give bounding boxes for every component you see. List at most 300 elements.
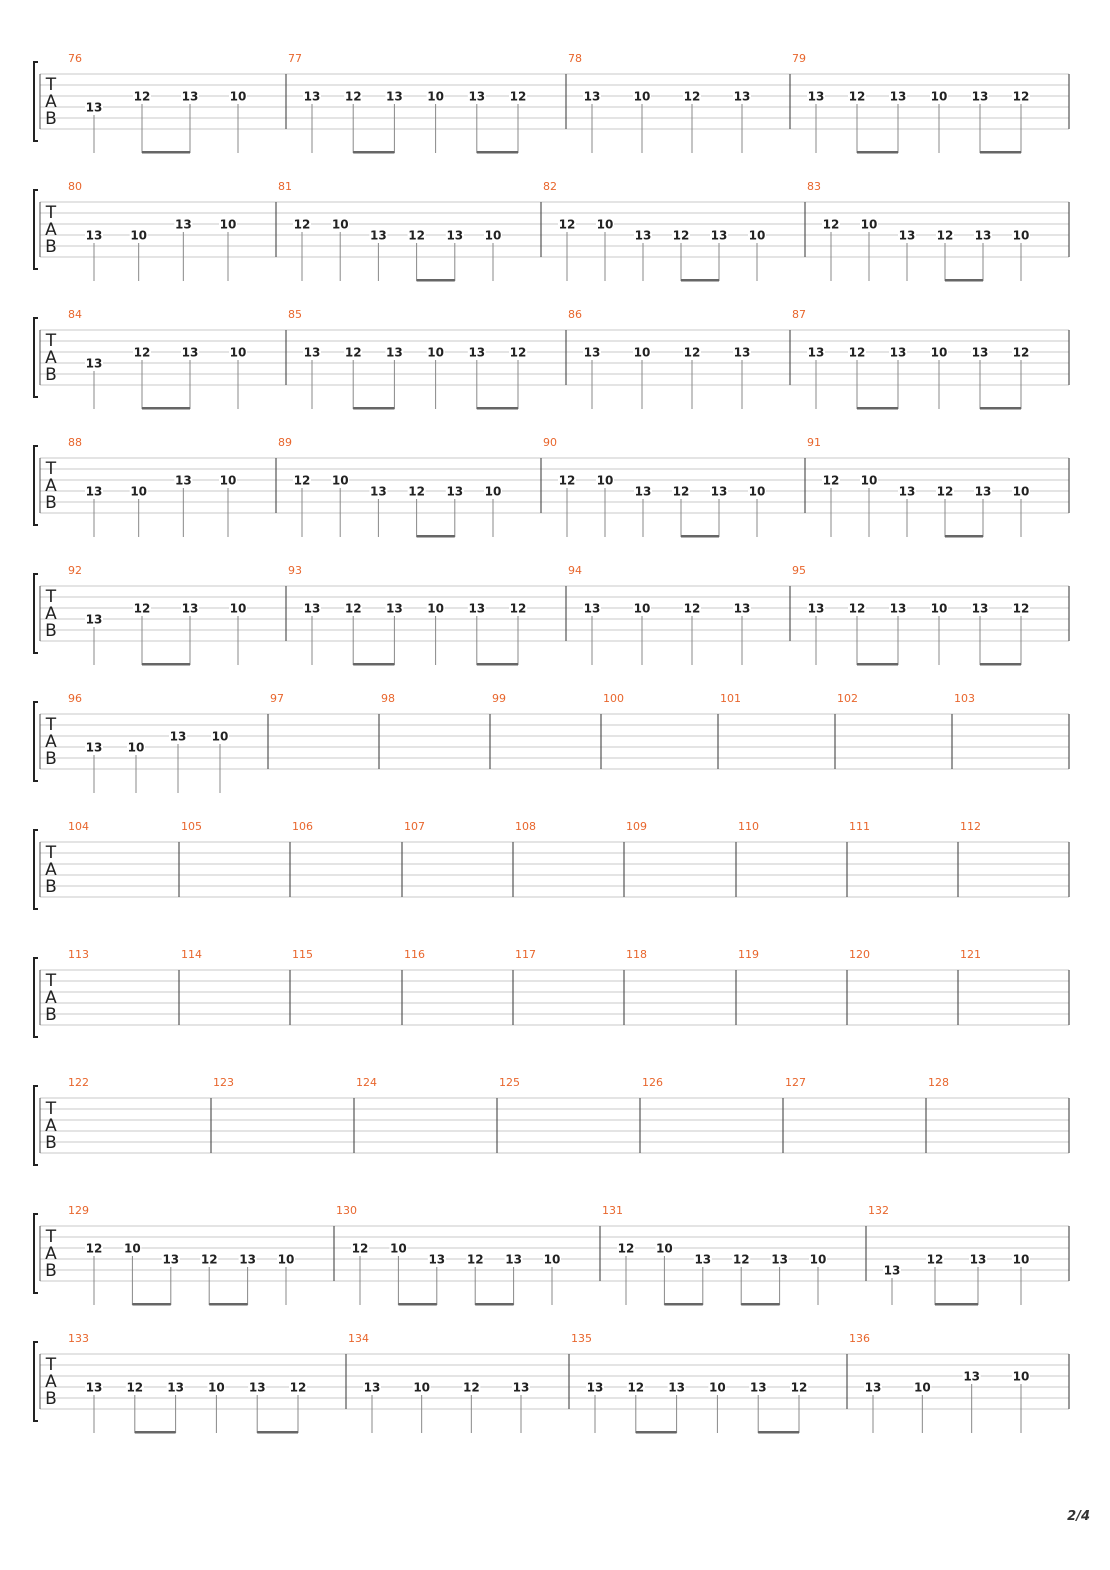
measure (181, 820, 202, 833)
measure (515, 820, 536, 833)
tab-clef-letter: T (45, 1099, 57, 1119)
measure (738, 948, 759, 961)
beam (741, 1303, 779, 1306)
measure (68, 52, 247, 154)
fret-number: 10 (930, 601, 948, 616)
system-bracket (34, 1342, 38, 1421)
measure (404, 948, 425, 961)
fret-number: 12 (293, 217, 311, 232)
fret-number: 13 (181, 345, 199, 360)
fret-number: 12 (462, 1380, 480, 1395)
measure (68, 180, 237, 281)
bar-number: 105 (181, 820, 202, 833)
fret-number: 10 (229, 89, 247, 104)
fret-number: 13 (303, 89, 321, 104)
fret-number: 10 (633, 89, 651, 104)
fret-number: 10 (1012, 484, 1030, 499)
measure (270, 692, 284, 705)
fret-number: 12 (627, 1380, 645, 1395)
measure (868, 1204, 1030, 1306)
fret-number: 12 (466, 1252, 484, 1267)
fret-number: 13 (771, 1252, 788, 1267)
measure (68, 1076, 89, 1089)
measure (849, 1332, 1030, 1433)
fret-number: 13 (370, 484, 387, 499)
system-bracket (34, 830, 38, 909)
fret-number: 12 (85, 1241, 103, 1256)
measure (543, 436, 766, 538)
fret-number: 10 (543, 1252, 561, 1267)
measure (499, 1076, 520, 1089)
fret-number: 13 (971, 345, 989, 360)
bar-number: 84 (68, 308, 82, 321)
fret-number: 12 (200, 1252, 218, 1267)
measure (568, 308, 751, 409)
measure (278, 180, 502, 282)
bar-number: 114 (181, 948, 202, 961)
system-bracket (34, 318, 38, 397)
beam (257, 1431, 298, 1434)
fret-number: 10 (930, 89, 948, 104)
tab-clef-letter: A (45, 860, 57, 880)
fret-number: 13 (971, 601, 989, 616)
beam (758, 1431, 799, 1434)
tab-system (34, 436, 1069, 538)
fret-number: 13 (898, 228, 916, 243)
fret-number: 12 (408, 228, 425, 243)
measure (68, 948, 89, 961)
measure (68, 1204, 295, 1306)
fret-number: 10 (229, 601, 247, 616)
beam (664, 1303, 702, 1306)
bar-number: 118 (626, 948, 647, 961)
page-number: 2/4 (1067, 1509, 1090, 1524)
fret-number: 13 (85, 1380, 103, 1395)
fret-number: 12 (926, 1252, 944, 1267)
tab-clef-letter: A (45, 604, 57, 624)
bar-number: 80 (68, 180, 82, 193)
measure (603, 692, 624, 705)
fret-number: 13 (668, 1380, 685, 1395)
fret-number: 10 (427, 601, 444, 616)
tab-system (34, 52, 1069, 154)
bar-number: 116 (404, 948, 425, 961)
beam (477, 151, 518, 154)
fret-number: 13 (710, 484, 728, 499)
system-bracket (34, 1086, 38, 1165)
fret-number: 10 (219, 217, 237, 232)
fret-number: 10 (1012, 1369, 1030, 1384)
fret-number: 13 (468, 345, 486, 360)
fret-number: 10 (427, 89, 444, 104)
fret-number: 13 (162, 1252, 180, 1267)
fret-number: 13 (85, 484, 103, 499)
fret-number: 13 (864, 1380, 882, 1395)
fret-number: 12 (293, 473, 311, 488)
fret-number: 12 (408, 484, 425, 499)
fret-number: 12 (558, 473, 576, 488)
fret-number: 10 (913, 1380, 931, 1395)
fret-number: 13 (85, 612, 103, 627)
fret-number: 10 (277, 1252, 295, 1267)
fret-number: 12 (732, 1252, 750, 1267)
tab-clef-letter: B (45, 1133, 57, 1153)
fret-number: 10 (427, 345, 444, 360)
fret-number: 10 (709, 1380, 726, 1395)
bar-number: 81 (278, 180, 292, 193)
fret-number: 13 (512, 1380, 530, 1395)
fret-number: 13 (239, 1252, 256, 1267)
fret-number: 12 (936, 484, 954, 499)
tab-clef-letter: T (45, 331, 57, 351)
fret-number: 10 (130, 484, 148, 499)
fret-number: 12 (822, 217, 840, 232)
system-bracket (34, 958, 38, 1037)
tab-clef-letter: A (45, 348, 57, 368)
beam (135, 1431, 176, 1434)
bar-number: 100 (603, 692, 624, 705)
beam (477, 663, 518, 666)
fret-number: 13 (446, 228, 464, 243)
fret-number: 13 (468, 601, 486, 616)
bar-number: 98 (381, 692, 395, 705)
tab-clef-letter: B (45, 877, 57, 897)
tab-clef-letter: T (45, 1227, 57, 1247)
bar-number: 122 (68, 1076, 89, 1089)
bar-number: 92 (68, 564, 82, 577)
beam (353, 663, 394, 666)
tab-clef-letter: A (45, 476, 57, 496)
tab-system (34, 820, 1069, 909)
fret-number: 12 (344, 601, 362, 616)
tab-clef-letter: A (45, 220, 57, 240)
fret-number: 13 (386, 345, 403, 360)
bar-number: 115 (292, 948, 313, 961)
measure (68, 820, 89, 833)
measure (288, 564, 527, 666)
measure (571, 1332, 808, 1434)
fret-number: 12 (848, 601, 866, 616)
beam (945, 535, 983, 538)
tab-clef-letter: T (45, 459, 57, 479)
beam (681, 279, 719, 282)
fret-number: 13 (167, 1380, 184, 1395)
measure (837, 692, 858, 705)
measure (720, 692, 741, 705)
bar-number: 87 (792, 308, 806, 321)
fret-number: 10 (484, 484, 502, 499)
fret-number: 13 (974, 484, 992, 499)
fret-number: 13 (889, 601, 907, 616)
measure (849, 948, 870, 961)
bar-number: 119 (738, 948, 759, 961)
beam (857, 151, 898, 154)
measure (785, 1076, 806, 1089)
fret-number: 13 (169, 729, 187, 744)
bar-number: 131 (602, 1204, 623, 1217)
fret-number: 12 (344, 89, 362, 104)
system-bracket (34, 702, 38, 781)
tab-clef-letter: T (45, 75, 57, 95)
fret-number: 12 (822, 473, 840, 488)
beam (353, 151, 394, 154)
measure (738, 820, 759, 833)
system-bracket (34, 446, 38, 525)
fret-number: 10 (1012, 228, 1030, 243)
fret-number: 12 (289, 1380, 307, 1395)
fret-number: 12 (126, 1380, 144, 1395)
fret-number: 13 (583, 601, 601, 616)
beam (353, 407, 394, 410)
measure (960, 820, 981, 833)
tab-clef-letter: B (45, 1389, 57, 1409)
fret-number: 10 (1012, 1252, 1030, 1267)
tab-clef-letter: B (45, 493, 57, 513)
tab-clef-letter: T (45, 203, 57, 223)
system-bracket (34, 190, 38, 269)
fret-number: 10 (656, 1241, 673, 1256)
tab-system (34, 692, 1069, 793)
fret-number: 10 (809, 1252, 827, 1267)
fret-number: 13 (634, 484, 652, 499)
fret-number: 13 (181, 601, 199, 616)
system-bracket (34, 1214, 38, 1293)
beam (398, 1303, 436, 1306)
bar-number: 77 (288, 52, 302, 65)
bar-number: 123 (213, 1076, 234, 1089)
fret-number: 10 (130, 228, 148, 243)
fret-number: 12 (133, 89, 151, 104)
fret-number: 13 (974, 228, 992, 243)
bar-number: 79 (792, 52, 806, 65)
bar-number: 83 (807, 180, 821, 193)
fret-number: 13 (583, 345, 601, 360)
bar-number: 99 (492, 692, 506, 705)
fret-number: 12 (672, 228, 690, 243)
measure (68, 692, 229, 793)
bar-number: 112 (960, 820, 981, 833)
tab-system (34, 1076, 1069, 1165)
fret-number: 13 (85, 740, 103, 755)
fret-number: 13 (583, 89, 601, 104)
fret-number: 13 (733, 345, 751, 360)
beam (945, 279, 983, 282)
fret-number: 13 (428, 1252, 446, 1267)
measure (68, 308, 247, 410)
bar-number: 111 (849, 820, 870, 833)
bar-number: 130 (336, 1204, 357, 1217)
fret-number: 12 (617, 1241, 635, 1256)
fret-number: 13 (694, 1252, 712, 1267)
tab-clef-letter: A (45, 732, 57, 752)
fret-number: 10 (211, 729, 229, 744)
bar-number: 133 (68, 1332, 89, 1345)
measure (356, 1076, 377, 1089)
fret-number: 12 (848, 345, 866, 360)
bar-number: 109 (626, 820, 647, 833)
beam (980, 407, 1021, 410)
tab-clef-letter: T (45, 843, 57, 863)
beam (417, 535, 455, 538)
bar-number: 88 (68, 436, 82, 449)
fret-number: 10 (390, 1241, 407, 1256)
fret-number: 10 (596, 473, 614, 488)
fret-number: 12 (344, 345, 362, 360)
measure (381, 692, 395, 705)
fret-number: 13 (468, 89, 486, 104)
fret-number: 13 (733, 601, 751, 616)
fret-number: 13 (363, 1380, 381, 1395)
beam (475, 1303, 513, 1306)
fret-number: 10 (331, 217, 349, 232)
fret-number: 10 (633, 601, 651, 616)
tab-system (34, 308, 1069, 410)
bar-number: 113 (68, 948, 89, 961)
fret-number: 13 (174, 217, 192, 232)
beam (142, 663, 190, 666)
bar-number: 89 (278, 436, 292, 449)
bar-number: 110 (738, 820, 759, 833)
fret-number: 13 (898, 484, 916, 499)
fret-number: 13 (807, 601, 825, 616)
fret-number: 12 (509, 345, 527, 360)
measure (278, 436, 502, 538)
beam (417, 279, 455, 282)
bar-number: 129 (68, 1204, 89, 1217)
bar-number: 90 (543, 436, 557, 449)
measure (807, 180, 1030, 282)
measure (288, 308, 527, 410)
fret-number: 13 (386, 601, 403, 616)
fret-number: 10 (413, 1380, 431, 1395)
fret-number: 10 (633, 345, 651, 360)
bar-number: 91 (807, 436, 821, 449)
measure (807, 436, 1030, 538)
fret-number: 10 (484, 228, 502, 243)
fret-number: 10 (860, 473, 878, 488)
bar-number: 85 (288, 308, 302, 321)
fret-number: 13 (85, 100, 103, 115)
tab-clef-letter: B (45, 109, 57, 129)
bar-number: 121 (960, 948, 981, 961)
fret-number: 13 (634, 228, 652, 243)
beam (681, 535, 719, 538)
tab-clef-letter: T (45, 1355, 57, 1375)
fret-number: 12 (1012, 89, 1030, 104)
fret-number: 13 (370, 228, 387, 243)
fret-number: 10 (229, 345, 247, 360)
bar-number: 120 (849, 948, 870, 961)
tab-clef-letter: B (45, 237, 57, 257)
measure (543, 180, 766, 282)
fret-number: 12 (683, 89, 701, 104)
measure (960, 948, 981, 961)
measure (568, 564, 751, 665)
bar-number: 117 (515, 948, 536, 961)
measure (404, 820, 425, 833)
fret-number: 12 (1012, 345, 1030, 360)
measure (68, 1332, 307, 1434)
bar-number: 93 (288, 564, 302, 577)
bar-number: 94 (568, 564, 582, 577)
fret-number: 13 (85, 228, 103, 243)
fret-number: 13 (85, 356, 103, 371)
measure (181, 948, 202, 961)
fret-number: 13 (963, 1369, 981, 1384)
bar-number: 124 (356, 1076, 377, 1089)
measure (568, 52, 751, 153)
fret-number: 12 (672, 484, 690, 499)
fret-number: 13 (889, 345, 907, 360)
fret-number: 10 (127, 740, 145, 755)
bar-number: 132 (868, 1204, 889, 1217)
bar-number: 104 (68, 820, 89, 833)
measure (626, 948, 647, 961)
measure (336, 1204, 561, 1306)
fret-number: 13 (969, 1252, 987, 1267)
beam (209, 1303, 247, 1306)
bar-number: 128 (928, 1076, 949, 1089)
fret-number: 13 (807, 345, 825, 360)
fret-number: 13 (807, 89, 825, 104)
measure (292, 820, 313, 833)
beam (132, 1303, 170, 1306)
fret-number: 10 (596, 217, 614, 232)
bar-number: 95 (792, 564, 806, 577)
fret-number: 13 (889, 89, 907, 104)
tab-clef-letter: T (45, 587, 57, 607)
bar-number: 102 (837, 692, 858, 705)
measure (348, 1332, 530, 1433)
fret-number: 10 (930, 345, 948, 360)
measure (213, 1076, 234, 1089)
tab-system (34, 564, 1069, 666)
fret-number: 13 (174, 473, 192, 488)
fret-number: 10 (331, 473, 349, 488)
measure (792, 564, 1030, 666)
fret-number: 12 (1012, 601, 1030, 616)
fret-number: 10 (219, 473, 237, 488)
beam (980, 663, 1021, 666)
beam (142, 407, 190, 410)
fret-number: 10 (860, 217, 878, 232)
tab-system (34, 1204, 1069, 1306)
fret-number: 13 (710, 228, 728, 243)
beam (857, 407, 898, 410)
bar-number: 78 (568, 52, 582, 65)
bar-number: 82 (543, 180, 557, 193)
fret-number: 12 (509, 601, 527, 616)
system-bracket (34, 62, 38, 141)
beam (477, 407, 518, 410)
fret-number: 12 (936, 228, 954, 243)
bar-number: 107 (404, 820, 425, 833)
fret-number: 12 (848, 89, 866, 104)
measure (288, 52, 527, 154)
measure (68, 436, 237, 537)
tab-clef-letter: T (45, 971, 57, 991)
bar-number: 125 (499, 1076, 520, 1089)
fret-number: 12 (133, 601, 151, 616)
tab-clef-letter: A (45, 1116, 57, 1136)
fret-number: 12 (683, 601, 701, 616)
measure (515, 948, 536, 961)
tab-clef-letter: B (45, 621, 57, 641)
beam (636, 1431, 677, 1434)
fret-number: 13 (303, 601, 321, 616)
fret-number: 12 (351, 1241, 369, 1256)
fret-number: 12 (558, 217, 576, 232)
